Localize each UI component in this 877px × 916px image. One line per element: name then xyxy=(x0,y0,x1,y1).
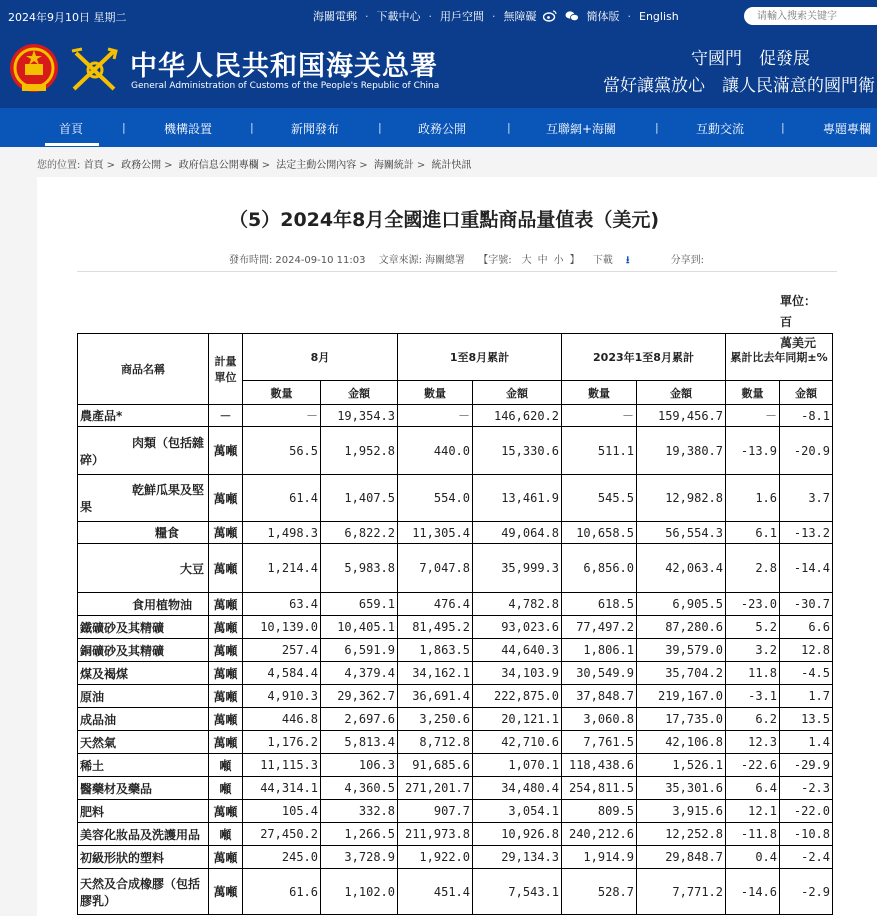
table-row xyxy=(78,427,833,475)
cell-value-q1: 4,584.4 xyxy=(243,662,321,685)
cell-value-ya: -4.5 xyxy=(780,662,833,685)
cell-value-a3: 56,554.3 xyxy=(637,522,726,544)
cell-value-a3: 19,380.7 xyxy=(637,427,726,475)
nav-active-underline xyxy=(45,143,99,146)
breadcrumb-item-statutory-content[interactable]: 法定主動公開內容 xyxy=(276,160,357,171)
cell-commodity-name: 農產品* xyxy=(78,405,209,427)
font-size-close: 】 xyxy=(569,255,580,266)
cell-value-q1: 44,314.1 xyxy=(243,777,321,800)
cell-commodity-name: 醫藥材及藥品 xyxy=(78,777,209,800)
breadcrumb-arrow: > xyxy=(106,160,115,171)
col-header-qty: 數量 xyxy=(243,381,321,405)
site-title-cn: 中华人民共和国海关总署 xyxy=(130,51,438,82)
cell-value-a2: 15,330.6 xyxy=(473,427,562,475)
weibo-icon[interactable] xyxy=(543,10,557,22)
cell-value-yq: -23.0 xyxy=(726,593,780,616)
cell-value-q3: 618.5 xyxy=(562,593,637,616)
breadcrumb-item-statistics-flash[interactable]: 統計快訊 xyxy=(431,160,472,171)
cell-value-yq: 12.3 xyxy=(726,731,780,754)
import-data-table xyxy=(77,333,833,915)
cell-value-yq: -11.8 xyxy=(726,823,780,846)
cell-value-a1: 19,354.3 xyxy=(321,405,398,427)
cell-unit: 萬噸 xyxy=(209,685,243,708)
cell-commodity-name: 肉類（包括雜碎） xyxy=(78,427,209,475)
cell-unit: 萬噸 xyxy=(209,616,243,639)
nav-item-organization[interactable]: 機構設置 xyxy=(164,122,213,136)
font-size-large-button[interactable]: 大 xyxy=(521,255,532,266)
cell-value-a2: 222,875.0 xyxy=(473,685,562,708)
cell-value-yq: -14.6 xyxy=(726,869,780,915)
cell-value-q1: 56.5 xyxy=(243,427,321,475)
cell-unit: 噸 xyxy=(209,777,243,800)
cell-value-a1: 1,952.8 xyxy=(321,427,398,475)
table-row xyxy=(78,731,833,754)
slogan-line-1: 守國門 促發展 xyxy=(691,49,810,69)
download-button[interactable] xyxy=(593,255,640,266)
cell-value-a2: 1,070.1 xyxy=(473,754,562,777)
cell-value-a2: 10,926.8 xyxy=(473,823,562,846)
cell-value-q1: 1,214.4 xyxy=(243,544,321,593)
table-row xyxy=(78,800,833,823)
cell-unit: 萬噸 xyxy=(209,731,243,754)
cell-value-q1: 245.0 xyxy=(243,846,321,869)
cell-value-yq: 6.2 xyxy=(726,708,780,731)
cell-unit: 萬噸 xyxy=(209,593,243,616)
cell-value-a1: 1,102.0 xyxy=(321,869,398,915)
cell-value-q1: 4,910.3 xyxy=(243,685,321,708)
cell-commodity-name: 天然氣 xyxy=(78,731,209,754)
col-header-jan-aug: 1至8月累計 xyxy=(398,334,562,381)
col-header-amt: 金額 xyxy=(780,381,833,405)
cell-value-a3: 42,063.4 xyxy=(637,544,726,593)
cell-value-a2: 42,710.6 xyxy=(473,731,562,754)
cell-value-ya: -2.9 xyxy=(780,869,833,915)
table-row xyxy=(78,593,833,616)
nav-item-news[interactable]: 新聞發布 xyxy=(291,122,340,136)
cell-value-yq: － xyxy=(726,405,780,427)
page-title: （5）2024年8月全國進口重點商品量值表（美元) xyxy=(229,209,660,231)
cell-unit: 噸 xyxy=(209,823,243,846)
breadcrumb-arrow: > xyxy=(164,160,173,171)
cell-value-yq: 0.4 xyxy=(726,846,780,869)
top-link-user-space[interactable]: 用戶空間 xyxy=(440,10,484,23)
cell-value-q1: 61.4 xyxy=(243,475,321,522)
site-header xyxy=(0,32,877,108)
cell-value-q3: 6,856.0 xyxy=(562,544,637,593)
publish-label: 發布時間: xyxy=(229,255,273,266)
cell-commodity-name: 大豆 xyxy=(78,544,209,593)
cell-value-q3: 240,212.6 xyxy=(562,823,637,846)
cell-value-q1: 10,139.0 xyxy=(243,616,321,639)
cell-value-yq: -3.1 xyxy=(726,685,780,708)
main-nav xyxy=(0,108,877,147)
breadcrumb-arrow: > xyxy=(261,160,271,171)
download-label: 下載 xyxy=(592,255,613,266)
cell-value-q2: 34,162.1 xyxy=(398,662,473,685)
cell-value-a2: 35,999.3 xyxy=(473,544,562,593)
cell-value-a2: 34,103.9 xyxy=(473,662,562,685)
breadcrumb xyxy=(37,156,471,171)
cell-value-a3: 6,905.5 xyxy=(637,593,726,616)
unit-note-line-1: 單位：百 xyxy=(780,294,817,329)
cell-value-a3: 39,579.0 xyxy=(637,639,726,662)
font-size-label: 【字號: xyxy=(478,255,512,266)
breadcrumb-prefix: 您的位置: xyxy=(37,160,81,171)
col-header-qty: 數量 xyxy=(562,381,637,405)
table-row xyxy=(78,522,833,544)
cell-value-ya: 1.7 xyxy=(780,685,833,708)
cell-value-q3: 30,549.9 xyxy=(562,662,637,685)
cell-value-ya: -8.1 xyxy=(780,405,833,427)
cell-value-a2: 3,054.1 xyxy=(473,800,562,823)
cell-value-ya: 13.5 xyxy=(780,708,833,731)
separator: · xyxy=(428,9,432,23)
cell-value-q2: 11,305.4 xyxy=(398,522,473,544)
cell-value-a1: 29,362.7 xyxy=(321,685,398,708)
cell-value-ya: -13.2 xyxy=(780,522,833,544)
cell-value-a1: 106.3 xyxy=(321,754,398,777)
cell-value-q1: 446.8 xyxy=(243,708,321,731)
unit-note-line-2: 萬美元 xyxy=(780,336,817,350)
meta-divider xyxy=(77,271,837,272)
cell-value-ya: 12.8 xyxy=(780,639,833,662)
cell-commodity-name: 成品油 xyxy=(78,708,209,731)
top-links xyxy=(313,8,685,24)
table-row xyxy=(78,616,833,639)
col-header-qty: 數量 xyxy=(398,381,473,405)
table-row xyxy=(78,823,833,846)
cell-unit: 萬噸 xyxy=(209,708,243,731)
cell-value-yq: 2.8 xyxy=(726,544,780,593)
cell-value-q3: 1,914.9 xyxy=(562,846,637,869)
cell-value-q3: 1,806.1 xyxy=(562,639,637,662)
nav-separator: | xyxy=(781,121,785,134)
cell-value-yq: 6.1 xyxy=(726,522,780,544)
cell-value-q1: 257.4 xyxy=(243,639,321,662)
col-header-unit: 計量單位 xyxy=(209,334,243,405)
slogan-line-2: 當好讓黨放心 讓人民滿意的國門衛 xyxy=(603,76,875,96)
cell-value-q2: 211,973.8 xyxy=(398,823,473,846)
cell-value-q2: 7,047.8 xyxy=(398,544,473,593)
cell-value-a1: 1,407.5 xyxy=(321,475,398,522)
separator: · xyxy=(492,9,496,23)
cell-value-a1: 6,822.2 xyxy=(321,522,398,544)
cell-value-ya: 1.4 xyxy=(780,731,833,754)
cell-commodity-name: 原油 xyxy=(78,685,209,708)
cell-value-a3: 219,167.0 xyxy=(637,685,726,708)
col-header-prev-jan-aug: 2023年1至8月累計 xyxy=(562,334,726,381)
table-row xyxy=(78,708,833,731)
separator: · xyxy=(365,9,369,23)
cell-value-ya: -20.9 xyxy=(780,427,833,475)
cell-value-a1: 659.1 xyxy=(321,593,398,616)
table-row xyxy=(78,405,833,427)
publish-time: 2024-09-10 11:03 xyxy=(275,255,366,266)
cell-value-a3: 1,526.1 xyxy=(637,754,726,777)
cell-value-a3: 12,252.8 xyxy=(637,823,726,846)
cell-value-q2: 1,863.5 xyxy=(398,639,473,662)
cell-value-q3: 37,848.7 xyxy=(562,685,637,708)
cell-unit: 萬噸 xyxy=(209,475,243,522)
cell-commodity-name: 稀土 xyxy=(78,754,209,777)
cell-value-a1: 1,266.5 xyxy=(321,823,398,846)
cell-value-ya: -29.9 xyxy=(780,754,833,777)
col-header-qty: 數量 xyxy=(726,381,780,405)
breadcrumb-arrow: > xyxy=(416,160,426,171)
cell-value-q2: 440.0 xyxy=(398,427,473,475)
cell-value-a2: 49,064.8 xyxy=(473,522,562,544)
table-row xyxy=(78,754,833,777)
table-body xyxy=(78,405,833,915)
site-title-en: General Administration of Customs of the People's Republic of China xyxy=(131,81,440,91)
cell-commodity-name: 肥料 xyxy=(78,800,209,823)
cell-unit: 萬噸 xyxy=(209,800,243,823)
top-link-accessibility[interactable]: 無障礙 xyxy=(503,10,537,23)
cell-value-q1: 1,176.2 xyxy=(243,731,321,754)
cell-value-q3: 809.5 xyxy=(562,800,637,823)
table-row xyxy=(78,639,833,662)
cell-value-q1: 27,450.2 xyxy=(243,823,321,846)
cell-value-a2: 44,640.3 xyxy=(473,639,562,662)
cell-unit: 萬噸 xyxy=(209,427,243,475)
cell-value-yq: -22.6 xyxy=(726,754,780,777)
nav-separator: | xyxy=(655,121,659,134)
cell-value-a3: 87,280.6 xyxy=(637,616,726,639)
cell-unit: 噸 xyxy=(209,754,243,777)
cell-unit: 萬噸 xyxy=(209,662,243,685)
cell-value-a3: 12,982.8 xyxy=(637,475,726,522)
cell-value-q2: 81,495.2 xyxy=(398,616,473,639)
cell-unit: － xyxy=(209,405,243,427)
cell-value-a3: 17,735.0 xyxy=(637,708,726,731)
cell-value-q3: 118,438.6 xyxy=(562,754,637,777)
cell-value-yq: 11.8 xyxy=(726,662,780,685)
col-header-amt: 金額 xyxy=(473,381,562,405)
top-link-email[interactable]: 海關電郵 xyxy=(313,10,357,23)
source-label: 文章來源: xyxy=(378,255,423,266)
col-header-name: 商品名稱 xyxy=(78,334,209,405)
cell-commodity-name: 食用植物油 xyxy=(78,593,209,616)
cell-value-ya: -10.8 xyxy=(780,823,833,846)
cell-value-yq: 1.6 xyxy=(726,475,780,522)
cell-value-a3: 42,106.8 xyxy=(637,731,726,754)
cell-value-q1: 11,115.3 xyxy=(243,754,321,777)
table-row xyxy=(78,475,833,522)
col-header-aug: 8月 xyxy=(243,334,398,381)
cell-value-a2: 7,543.1 xyxy=(473,869,562,915)
cell-unit: 萬噸 xyxy=(209,639,243,662)
lang-english-link[interactable]: English xyxy=(639,9,679,23)
cell-value-ya: -30.7 xyxy=(780,593,833,616)
cell-value-q2: 271,201.7 xyxy=(398,777,473,800)
col-header-yoy: 累計比去年同期±% xyxy=(726,334,833,381)
table-row xyxy=(78,777,833,800)
font-size-medium-button[interactable]: 中 xyxy=(537,255,548,266)
cell-value-a3: 3,915.6 xyxy=(637,800,726,823)
breadcrumb-item-home[interactable]: 首頁 xyxy=(83,160,104,171)
cell-value-a3: 159,456.7 xyxy=(637,405,726,427)
cell-commodity-name: 天然及合成橡膠（包括膠乳） xyxy=(78,869,209,915)
cell-unit: 萬噸 xyxy=(209,846,243,869)
source-value: 海關總署 xyxy=(425,255,466,266)
col-header-amt: 金額 xyxy=(321,381,398,405)
national-emblem-icon xyxy=(8,42,60,96)
cell-value-yq: 6.4 xyxy=(726,777,780,800)
breadcrumb-item-customs-statistics[interactable]: 海關統計 xyxy=(373,160,414,171)
cell-unit: 萬噸 xyxy=(209,544,243,593)
nav-item-government-affairs[interactable]: 政務公開 xyxy=(418,122,467,136)
cell-value-a1: 332.8 xyxy=(321,800,398,823)
cell-value-a2: 29,134.3 xyxy=(473,846,562,869)
breadcrumb-arrow: > xyxy=(359,160,368,171)
table-row xyxy=(78,869,833,915)
cell-value-q1: 61.6 xyxy=(243,869,321,915)
cell-unit: 萬噸 xyxy=(209,522,243,544)
cell-value-q2: 36,691.4 xyxy=(398,685,473,708)
cell-value-a2: 146,620.2 xyxy=(473,405,562,427)
cell-value-q3: 7,761.5 xyxy=(562,731,637,754)
cell-value-a3: 35,704.2 xyxy=(637,662,726,685)
cell-value-yq: 3.2 xyxy=(726,639,780,662)
cell-value-q2: － xyxy=(398,405,473,427)
table-row xyxy=(78,544,833,593)
search-input[interactable] xyxy=(744,7,877,25)
cell-value-a2: 34,480.4 xyxy=(473,777,562,800)
cell-commodity-name: 煤及褐煤 xyxy=(78,662,209,685)
breadcrumb-item-info-disclosure[interactable]: 政府信息公開專欄 xyxy=(178,160,259,171)
cell-value-yq: 5.2 xyxy=(726,616,780,639)
cell-value-q3: － xyxy=(562,405,637,427)
cell-value-q2: 907.7 xyxy=(398,800,473,823)
cell-value-ya: 3.7 xyxy=(780,475,833,522)
current-date: 2024年9月10日 星期二 xyxy=(8,11,127,24)
cell-value-a1: 4,379.4 xyxy=(321,662,398,685)
cell-value-a1: 3,728.9 xyxy=(321,846,398,869)
cell-value-q2: 3,250.6 xyxy=(398,708,473,731)
cell-value-q2: 8,712.8 xyxy=(398,731,473,754)
cell-value-a3: 29,848.7 xyxy=(637,846,726,869)
top-bar xyxy=(0,0,877,32)
cell-value-a3: 7,771.2 xyxy=(637,869,726,915)
table-row xyxy=(78,846,833,869)
cell-value-q1: 1,498.3 xyxy=(243,522,321,544)
cell-value-a1: 10,405.1 xyxy=(321,616,398,639)
nav-separator: | xyxy=(122,121,126,134)
cell-value-ya: -22.0 xyxy=(780,800,833,823)
breadcrumb-item-government-affairs[interactable]: 政務公開 xyxy=(121,160,162,171)
nav-separator: | xyxy=(507,121,511,134)
cell-value-q2: 554.0 xyxy=(398,475,473,522)
cell-value-yq: -13.9 xyxy=(726,427,780,475)
cell-commodity-name: 初級形狀的塑料 xyxy=(78,846,209,869)
cell-value-ya: -14.4 xyxy=(780,544,833,593)
cell-value-q1: 63.4 xyxy=(243,593,321,616)
cell-value-q3: 511.1 xyxy=(562,427,637,475)
nav-item-special-topics[interactable]: 專題專欄 xyxy=(823,122,872,136)
table-row xyxy=(78,685,833,708)
cell-value-a1: 6,591.9 xyxy=(321,639,398,662)
nav-item-internet-customs[interactable]: 互聯網+海關 xyxy=(546,122,617,136)
cell-value-a1: 2,697.6 xyxy=(321,708,398,731)
cell-unit: 萬噸 xyxy=(209,869,243,915)
table-row xyxy=(78,662,833,685)
cell-value-q3: 10,658.5 xyxy=(562,522,637,544)
cell-value-a2: 20,121.1 xyxy=(473,708,562,731)
cell-value-a3: 35,301.6 xyxy=(637,777,726,800)
cell-commodity-name: 鐵礦砂及其精礦 xyxy=(78,616,209,639)
top-link-downloads[interactable]: 下載中心 xyxy=(376,10,421,23)
lang-simplified-link[interactable]: 簡体版 xyxy=(586,10,620,23)
cell-value-ya: 6.6 xyxy=(780,616,833,639)
cell-value-a1: 4,360.5 xyxy=(321,777,398,800)
download-icon: ⭳ xyxy=(626,255,630,266)
nav-separator: | xyxy=(378,121,382,134)
cell-value-a1: 5,983.8 xyxy=(321,544,398,593)
cell-value-a2: 93,023.6 xyxy=(473,616,562,639)
font-size-small-button[interactable]: 小 xyxy=(553,255,564,266)
cell-commodity-name: 銅礦砂及其精礦 xyxy=(78,639,209,662)
cell-value-ya: -2.3 xyxy=(780,777,833,800)
nav-item-home[interactable]: 首頁 xyxy=(59,122,84,136)
share-label: 分享到: xyxy=(670,255,705,266)
cell-value-q3: 254,811.5 xyxy=(562,777,637,800)
col-header-amt: 金額 xyxy=(637,381,726,405)
cell-value-q3: 528.7 xyxy=(562,869,637,915)
cell-value-a2: 13,461.9 xyxy=(473,475,562,522)
cell-commodity-name: 糧食 xyxy=(78,522,209,544)
cell-value-a2: 4,782.8 xyxy=(473,593,562,616)
cell-value-q3: 77,497.2 xyxy=(562,616,637,639)
cell-value-q1: 105.4 xyxy=(243,800,321,823)
customs-logo-icon xyxy=(68,45,122,95)
cell-value-q2: 476.4 xyxy=(398,593,473,616)
wechat-icon[interactable] xyxy=(565,10,579,22)
cell-commodity-name: 美容化妝品及洗護用品 xyxy=(78,823,209,846)
cell-value-q3: 3,060.8 xyxy=(562,708,637,731)
nav-separator: | xyxy=(250,121,254,134)
cell-value-q2: 91,685.6 xyxy=(398,754,473,777)
separator: · xyxy=(627,9,631,23)
article-meta xyxy=(229,251,714,270)
cell-value-q2: 1,922.0 xyxy=(398,846,473,869)
cell-value-yq: 12.1 xyxy=(726,800,780,823)
cell-value-q1: － xyxy=(243,405,321,427)
nav-item-interaction[interactable]: 互動交流 xyxy=(696,122,745,136)
cell-value-q3: 545.5 xyxy=(562,475,637,522)
cell-value-q2: 451.4 xyxy=(398,869,473,915)
cell-value-a1: 5,813.4 xyxy=(321,731,398,754)
cell-value-ya: -2.4 xyxy=(780,846,833,869)
cell-commodity-name: 乾鮮瓜果及堅果 xyxy=(78,475,209,522)
